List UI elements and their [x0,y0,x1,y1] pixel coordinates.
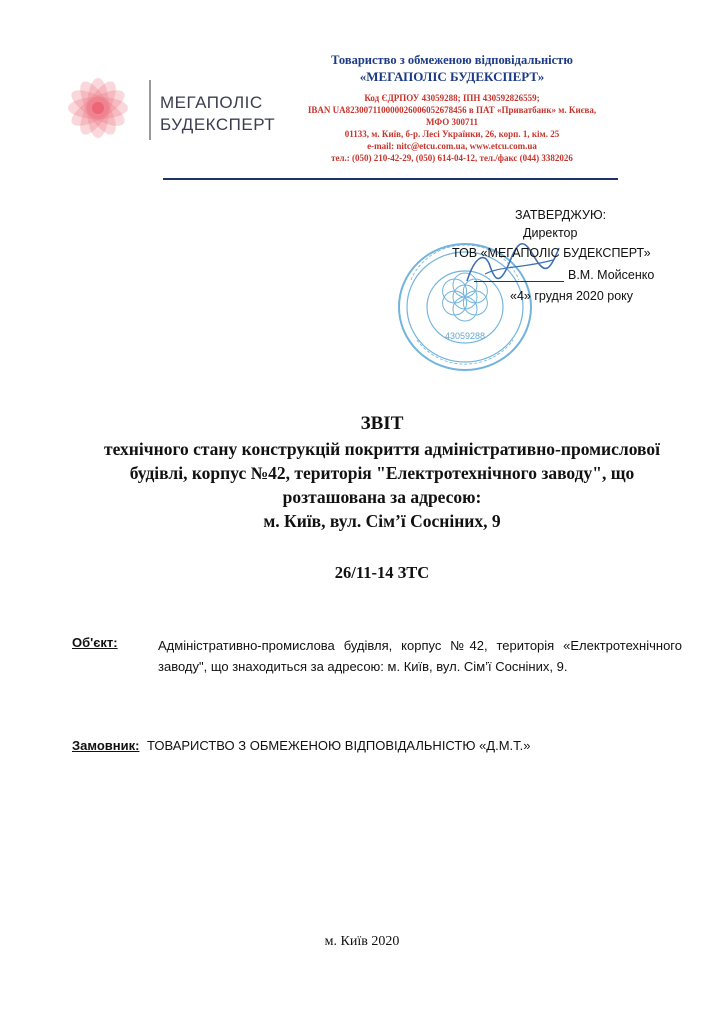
org-detail-line: Код ЄДРПОУ 43059288; ІПН 430592826559; [364,93,540,103]
org-detail-line: МФО 300711 [426,117,478,127]
approval-date: «4» грудня 2020 року [510,289,634,303]
org-detail-line: IBAN UA823007110000026006052678456 в ПАТ «Приватбанк» м. Києва, [307,105,597,115]
org-name-line-2: «МЕГАПОЛІС БУДЕКСПЕРТ» [359,69,545,84]
report-title-main: ЗВІТ [360,413,404,434]
footer-city-year: м. Київ 2020 [324,934,400,949]
document-number: 26/11-14 ЗТС [334,563,430,582]
logo-line-1: МЕГАПОЛІС [160,93,263,112]
customer-name: ТОВАРИСТВО З ОБМЕЖЕНОЮ ВІДПОВІДАЛЬНІСТЮ «Д.М.Т.» [147,738,531,753]
logo-line-2: БУДЕКСПЕРТ [160,115,276,134]
report-title-line: м. Київ, вул. Сім’ї Сосніних, 9 [263,511,501,531]
org-detail-line: 01133, м. Київ, б-р. Лесі Українки, 26, корп. 1, кім. 25 [344,129,560,139]
header-rule [163,178,618,180]
logo-divider [149,80,151,140]
org-name-line-1: Товариство з обмеженою відповідальністю [331,53,573,67]
approval-position: Директор [523,226,578,240]
report-title-line: будівлі, корпус №42, територія "Електротехнічного заводу", що [129,463,635,483]
stamp-code: 43059288 [444,331,486,341]
director-signature-icon [455,236,565,296]
org-detail-line: e-mail: nitc@etcu.com.ua, www.etcu.com.ua [367,141,537,151]
org-details [272,92,632,164]
signature-line [474,281,564,282]
approval-company: ТОВ «МЕГАПОЛІС БУДЕКСПЕРТ» [452,246,651,260]
approval-heading: ЗАТВЕРДЖУЮ: [515,208,607,222]
logo-wordmark [160,92,275,136]
report-title [60,411,704,533]
org-detail-line: тел.: (050) 210-42-29, (050) 614-04-12, тел./факс (044) 3382026 [331,153,573,163]
customer-label: Замовник: [72,738,140,753]
report-title-line: розташована за адресою: [282,487,482,507]
approval-director-name: В.М. Мойсенко [568,268,655,282]
company-logo-flower-icon [58,68,138,148]
object-description: Адміністративно-промислова будівля, корпус №42, територія «Електротехнічного заводу", що знаходиться за адресою: м. Київ, вул. Сім’ї Сосніних, 9. [158,638,682,674]
object-label: Об'єкт: [72,635,118,650]
organization-header [272,52,632,164]
report-title-line: технічного стану конструкцій покриття адміністративно-промислової [104,439,660,459]
